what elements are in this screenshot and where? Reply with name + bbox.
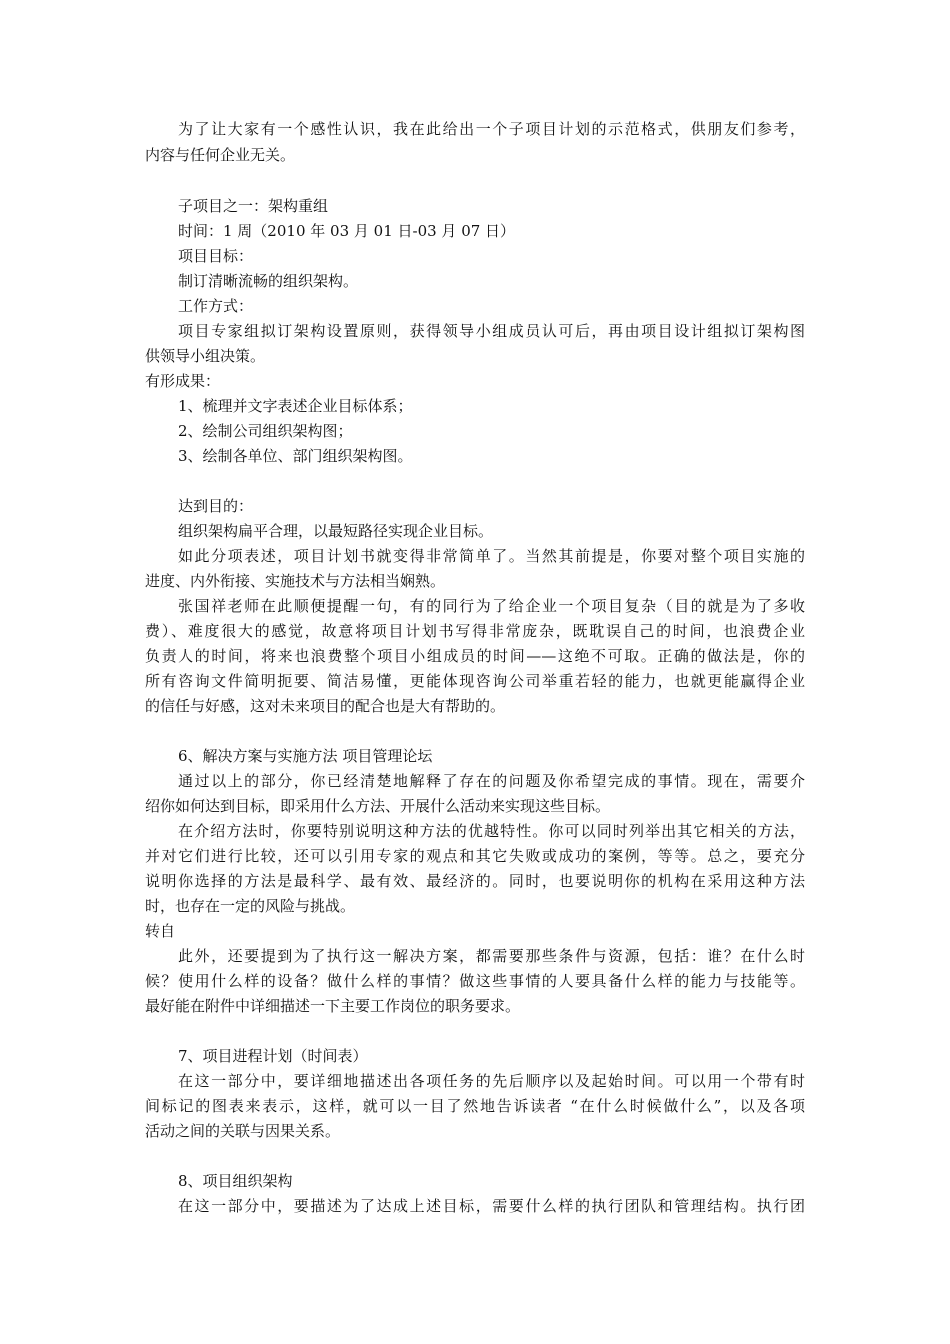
paragraph-line: 张国祥老师在此顺便提醒一句，有的同行为了给企业一个项目复杂（目的就是为了多收 xyxy=(178,597,805,615)
paragraph-line: 通过以上的部分，你已经清楚地解释了存在的问题及你希望完成的事情。现在，需要介 xyxy=(178,772,805,790)
section-heading: 6、解决方案与实施方法 项目管理论坛 xyxy=(178,747,433,765)
paragraph-line: 进度、内外衔接、实施技术与方法相当娴熟。 xyxy=(145,572,446,590)
paragraph-line: 间标记的图表来表示，这样，就可以一目了然地告诉读者 “在什么时候做什么”，以及各项 xyxy=(145,1097,805,1115)
paragraph-line: 费）、难度很大的感觉，故意将项目计划书写得非常庞杂，既耽误自己的时间，也浪费企业 xyxy=(145,622,805,640)
paragraph-line: 候？使用什么样的设备？做什么样的事情？做这些事情的人要具备什么样的能力与技能等。 xyxy=(145,972,805,990)
section-heading: 8、项目组织架构 xyxy=(178,1172,293,1190)
paragraph-line: 最好能在附件中详细描述一下主要工作岗位的职务要求。 xyxy=(145,997,521,1015)
work-method-label: 工作方式： xyxy=(178,297,254,315)
paragraph-line: 转自 xyxy=(145,922,176,940)
paragraph-line: 并对它们进行比较，还可以引用专家的观点和其它失败或成功的案例，等等。总之，要充分 xyxy=(145,847,805,865)
paragraph-line: 内容与任何企业无关。 xyxy=(145,146,296,164)
list-item: 3、绘制各单位、部门组织架构图。 xyxy=(178,447,413,465)
paragraph-line: 项目专家组拟订架构设置原则，获得领导小组成员认可后，再由项目设计组拟订架构图 xyxy=(178,322,805,340)
paragraph-line: 活动之间的关联与因果关系。 xyxy=(145,1122,341,1140)
paragraph-line: 在这一部分中，要详细地描述出各项任务的先后顺序以及起始时间。可以用一个带有时 xyxy=(178,1072,805,1090)
subproject-time: 时间：1 周（2010 年 03 月 01 日-03 月 07 日） xyxy=(178,222,516,240)
paragraph-line: 说明你选择的方法是最科学、最有效、最经济的。同时，也要说明你的机构在采用这种方法 xyxy=(145,872,805,890)
subproject-goal-label: 项目目标： xyxy=(178,247,254,265)
paragraph-line: 绍你如何达到目标，即采用什么方法、开展什么活动来实现这些目标。 xyxy=(145,797,611,815)
list-item: 1、梳理并文字表述企业目标体系； xyxy=(178,397,413,415)
paragraph-line: 时，也存在一定的风险与挑战。 xyxy=(145,897,356,915)
subproject-title: 子项目之一：架构重组 xyxy=(178,197,329,215)
paragraph-line: 如此分项表述，项目计划书就变得非常简单了。当然其前提是，你要对整个项目实施的 xyxy=(178,547,805,565)
paragraph-line: 在这一部分中，要描述为了达成上述目标，需要什么样的执行团队和管理结构。执行团 xyxy=(178,1197,805,1215)
paragraph-line: 所有咨询文件简明扼要、简洁易懂，更能体现咨询公司举重若轻的能力，也就更能赢得企业 xyxy=(145,672,805,690)
purpose-text: 组织架构扁平合理，以最短路径实现企业目标。 xyxy=(178,522,494,540)
paragraph-line: 供领导小组决策。 xyxy=(145,347,266,365)
paragraph-line: 为了让大家有一个感性认识，我在此给出一个子项目计划的示范格式，供朋友们参考， xyxy=(178,120,805,138)
subproject-goal: 制订清晰流畅的组织架构。 xyxy=(178,272,359,290)
paragraph-line: 在介绍方法时，你要特别说明这种方法的优越特性。你可以同时列举出其它相关的方法， xyxy=(178,822,805,840)
purpose-label: 达到目的： xyxy=(178,497,254,515)
paragraph-line: 此外，还要提到为了执行这一解决方案，都需要那些条件与资源，包括：谁？在什么时 xyxy=(178,947,805,965)
paragraph-line: 负责人的时间，将来也浪费整个项目小组成员的时间——这绝不可取。正确的做法是，你的 xyxy=(145,647,805,665)
list-item: 2、绘制公司组织架构图； xyxy=(178,422,353,440)
section-heading: 7、项目进程计划（时间表） xyxy=(178,1047,368,1065)
paragraph-line: 的信任与好感，这对未来项目的配合也是大有帮助的。 xyxy=(145,697,506,715)
deliverables-label: 有形成果： xyxy=(145,372,221,390)
